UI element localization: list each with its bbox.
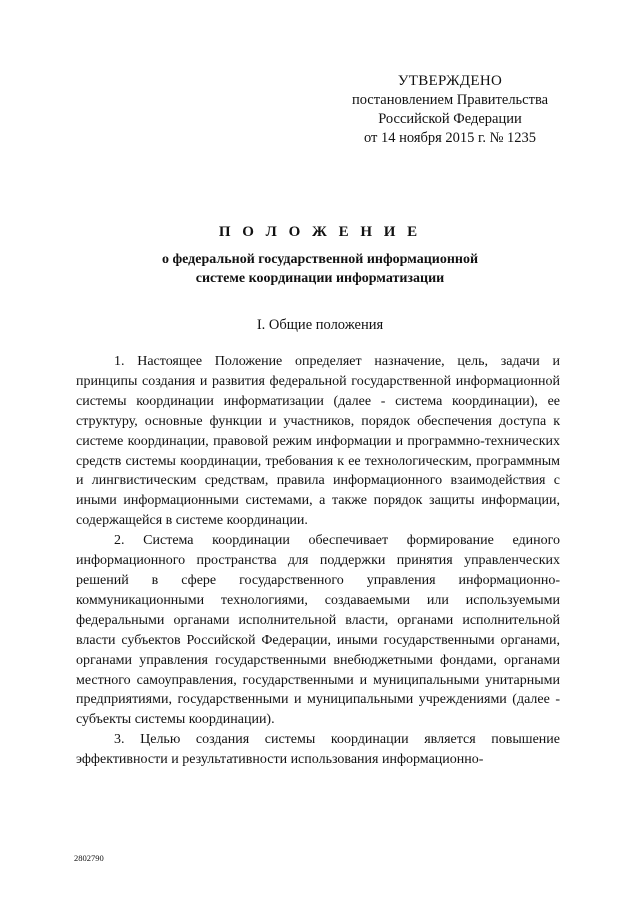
approval-block	[330, 72, 570, 148]
approval-stamp: УТВЕРЖДЕНО	[397, 73, 503, 89]
footer-document-code: 2802790	[74, 853, 104, 863]
section-heading: I. Общие положения	[256, 317, 384, 333]
approval-line-2: Российской Федерации	[378, 111, 522, 127]
document-title: П О Л О Ж Е Н И Е	[218, 224, 422, 240]
approval-line-3: от 14 ноября 2015 г. № 1235	[363, 130, 537, 146]
document-subtitle-line-2: системе координации информатизации	[195, 271, 445, 286]
document-subtitle-line-1: о федеральной государственной информационной	[161, 252, 479, 267]
approval-line-1: постановлением Правительства	[351, 92, 549, 108]
document-body	[76, 352, 560, 770]
title-block	[80, 222, 560, 288]
paragraph-3: 3. Целью создания системы координации является повышение эффективности и результативности использования информационно-	[76, 732, 560, 768]
paragraph-1: 1. Настоящее Положение определяет назначение, цель, задачи и принципы создания и развития федеральной государственной информационной системы координации информатизации (далее - система координации), ее структуру, основные функции и участников, порядок обеспечения доступа к системе координации, правовой режим информации и программно-технических средств системы координации, требования к ее технологическим, программным и лингвистическим средствам, правила информационного взаимодействия с иными информационными системами, а также порядок защиты информации, содержащейся в системе координации.	[76, 354, 560, 529]
paragraph-2: 2. Система координации обеспечивает формирование единого информационного пространства для поддержки принятия управленческих решений в сфере государственного управления информационно-коммуникационными технологиями, создаваемыми или используемыми федеральными органами исполнительной власти, органами исполнительной власти субъектов Российской Федерации, иными государственными органами, органами управления государственными внебюджетными фондами, органами местного самоуправления, государственными и муниципальными унитарными предприятиями, государственными и муниципальными учреждениями (далее - субъекты системы координации).	[76, 533, 560, 728]
